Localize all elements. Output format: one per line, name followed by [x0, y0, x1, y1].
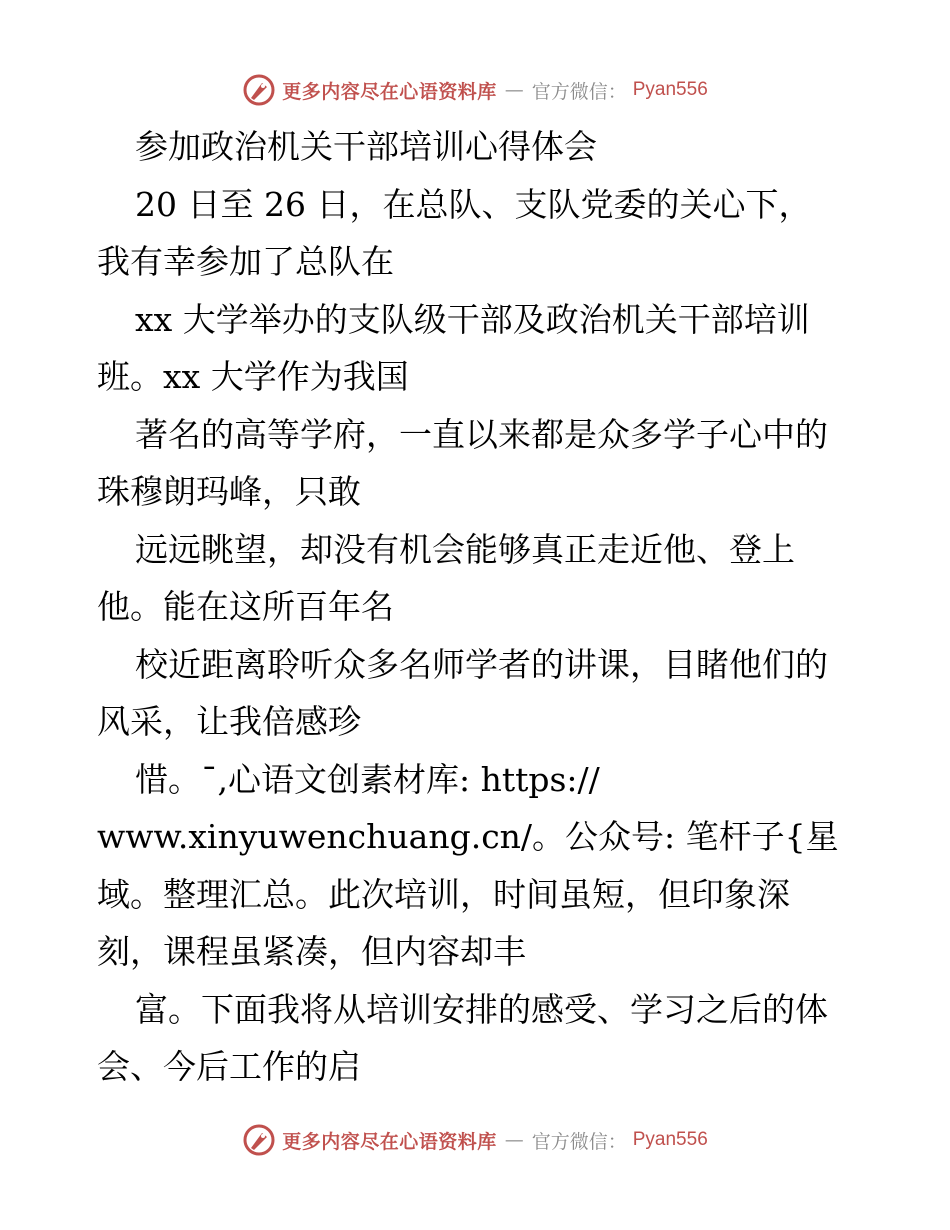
- text-line: 校近距离聆听众多名师学者的讲课，目睹他们的: [135, 644, 828, 684]
- banner-main-text: 更多内容尽在心语资料库: [282, 1130, 497, 1153]
- text-line: 著名的高等学府，一直以来都是众多学子心中的: [135, 414, 828, 454]
- pen-nib-logo-icon: [242, 73, 276, 107]
- text-line: 域。整理汇总。此次培训，时间虽短，但印象深: [97, 874, 790, 914]
- banner-dash: —: [504, 79, 524, 101]
- text-line: 班。xx 大学作为我国: [97, 357, 409, 396]
- text-line: 20 日至 26 日，在总队、支队党委的关心下，: [135, 184, 812, 224]
- text-line: xx 大学举办的支队级干部及政治机关干部培训: [135, 299, 810, 339]
- banner-wechat-id: Pyan556: [632, 1129, 708, 1150]
- banner-main-text: 更多内容尽在心语资料库: [282, 80, 497, 103]
- text-line: 远远眺望，却没有机会能够真正走近他、登上: [135, 529, 795, 569]
- banner-label: 官方微信：: [531, 80, 627, 103]
- text-line: 珠穆朗玛峰，只敢: [97, 472, 361, 511]
- banner-wechat-id: Pyan556: [632, 79, 708, 100]
- document-title: 参加政治机关干部培训心得体会: [135, 127, 597, 166]
- footer-banner: [0, 1120, 950, 1160]
- pen-nib-logo-icon: [242, 1123, 276, 1157]
- text-line: 我有幸参加了总队在: [97, 242, 394, 281]
- text-line: 富。下面我将从培训安排的感受、学习之后的体: [135, 989, 828, 1029]
- text-line: www.xinyuwenchuang.cn/。公众号: 笔杆子{星: [97, 817, 839, 856]
- header-banner: [0, 70, 950, 110]
- text-line: 会、今后工作的启: [97, 1047, 361, 1086]
- text-line: 风采，让我倍感珍: [97, 702, 361, 741]
- banner-label: 官方微信：: [531, 1130, 627, 1153]
- text-line: 他。能在这所百年名: [97, 587, 394, 626]
- text-line: 惜。¯,心语文创素材库: https://: [135, 759, 600, 799]
- document-body: [97, 118, 877, 1096]
- banner-dash: —: [504, 1129, 524, 1151]
- text-line: 刻，课程虽紧凑，但内容却丰: [97, 932, 526, 971]
